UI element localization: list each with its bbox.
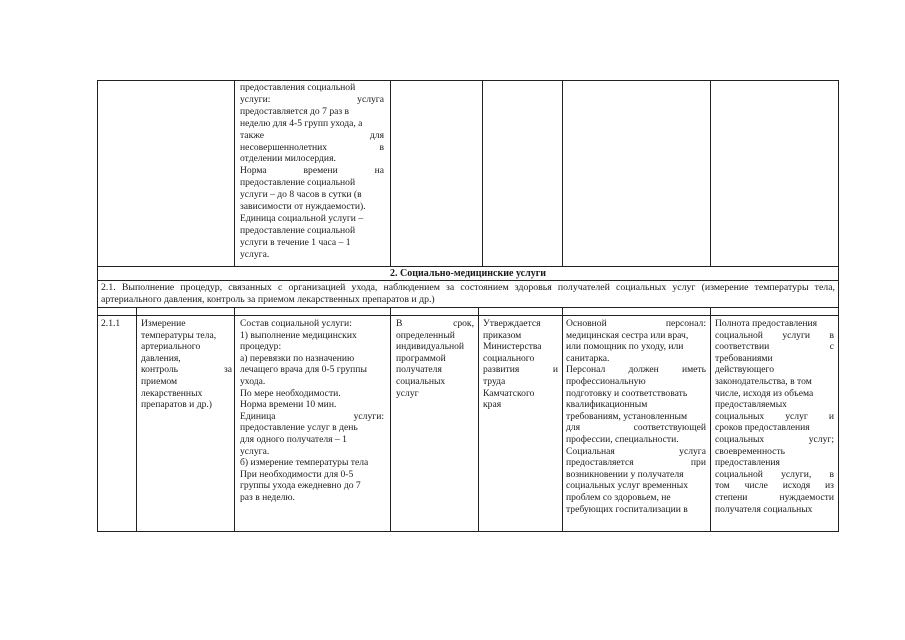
service-conditions: [566, 318, 706, 515]
col-border-2-bottom: [234, 307, 235, 532]
text-line: социальных услуг и: [715, 410, 834, 422]
col-border-5-top: [562, 80, 563, 266]
col-border-3-bottom: [390, 307, 391, 532]
text-line: услуги в течение 1 часа – 1: [240, 236, 351, 248]
col-border-6-top: [710, 80, 711, 266]
text-line: получателя социальных: [715, 503, 813, 515]
text-line: 1) выполнение медицинских: [240, 329, 357, 341]
text-line: социального: [483, 352, 535, 364]
text-line: действующего: [715, 364, 775, 376]
text-line: предоставление социальной: [240, 177, 356, 189]
table-border-bottom: [97, 531, 839, 532]
service-quality-indicators: [715, 318, 834, 515]
text-line: Утверждается: [483, 318, 541, 329]
text-line: Основной персонал:: [566, 318, 706, 329]
text-line: своевременность: [715, 445, 785, 457]
text-line: том числе исходя из: [715, 480, 834, 492]
text-line: определенный: [396, 329, 455, 341]
text-line: требованиям, установленным: [566, 410, 688, 422]
text-line: санитарка.: [566, 352, 610, 364]
text-line: проблем со здоровьем, не: [566, 491, 671, 503]
text-line: температуры тела,: [141, 329, 217, 341]
text-line: услуга.: [240, 445, 270, 457]
col-border-6-bottom: [710, 307, 711, 532]
text-line: Министерства: [483, 341, 542, 353]
text-line: числе, исходя из объема: [715, 387, 814, 399]
text-line: для соответствующей: [566, 422, 706, 434]
text-line: социальных услуг временных: [566, 480, 689, 492]
col-border-2-top: [234, 80, 235, 266]
text-line: степени нуждаемости: [715, 491, 834, 503]
text-line: медицинская сестра или врач,: [566, 329, 689, 341]
text-line: В срок,: [396, 318, 474, 329]
service-content: [240, 318, 384, 504]
row-number: 2.1.1: [101, 318, 121, 329]
text-line: законодательства, в том: [715, 375, 812, 387]
col-border-4-bottom: [478, 307, 479, 532]
text-line: социальной услуги в: [715, 329, 834, 341]
text-line: предоставляемых: [715, 399, 787, 411]
text-line: услуги – до 8 часов в сутки (в: [240, 189, 362, 201]
text-line: несовершеннолетних в: [240, 141, 384, 153]
text-line: предоставление социальной: [240, 224, 356, 236]
text-line: труда: [483, 375, 506, 387]
text-line: социальной услуги, в: [715, 468, 834, 480]
text-line: индивидуальной: [396, 341, 465, 353]
col-border-0: [97, 80, 98, 532]
text-line: квалификационным: [566, 399, 648, 411]
text-line: предоставление услуг в день: [240, 422, 358, 434]
text-line: давления,: [141, 352, 181, 364]
text-line: Состав социальной услуги:: [240, 318, 352, 329]
text-line: предоставляется при: [566, 457, 706, 469]
col-border-5-bottom: [562, 307, 563, 532]
service-tariff: [483, 318, 558, 411]
text-line: требующих госпитализации в: [566, 503, 688, 515]
text-line: Полнота предоставления: [715, 318, 818, 329]
col-border-3-top: [390, 80, 391, 266]
text-line: Норма времени на: [240, 165, 384, 177]
text-line: социальных: [396, 375, 446, 387]
data-row-top: [97, 315, 839, 316]
text-line: Единица услуги:: [240, 410, 384, 422]
text-line: б) измерение температуры тела: [240, 457, 369, 469]
col-border-1-bottom: [136, 307, 137, 532]
text-line: По мере необходимости.: [240, 387, 341, 399]
text-line: приказом: [483, 329, 522, 341]
text-line: или помощник по уходу, или: [566, 341, 684, 353]
col-border-7: [838, 80, 839, 532]
text-line: препаратов и др.): [141, 399, 212, 411]
text-line: контроль за: [141, 364, 232, 376]
col-border-4-top: [482, 80, 483, 266]
text-line: Норма времени 10 мин.: [240, 399, 337, 411]
text-line: группы ухода ежедневно до 7: [240, 480, 361, 492]
subsection-row-top: [97, 280, 839, 281]
text-line: лечащего врача для 0-5 группы: [240, 364, 367, 376]
section-title: 2. Социально-медицинские услуги: [390, 268, 546, 279]
text-line: зависимости от нуждаемости).: [240, 201, 366, 213]
top-row-service-standard-text: [240, 82, 384, 261]
subsection-title: 2.1. Выполнение процедур, связанных с организацией ухода, наблюдением за состоянием здоровья получателей социальных услуг (измерение температуры тела, артериального давления, контроль за приемом лекарственных препаратов и др.): [101, 282, 835, 305]
text-line: процедур:: [240, 341, 282, 353]
text-line: артериального: [141, 341, 201, 353]
text-line: получателя: [396, 364, 442, 376]
text-line: При необходимости для 0-5: [240, 468, 354, 480]
text-line: соответствии с: [715, 341, 834, 353]
text-line: отделении милосердия.: [240, 153, 336, 165]
text-line: ухода.: [240, 375, 266, 387]
text-line: края: [483, 399, 502, 411]
text-line: Измерение: [141, 318, 186, 329]
text-line: Персонал должен иметь: [566, 364, 706, 376]
text-line: услуг: [396, 387, 419, 399]
text-line: услуги: услуга: [240, 93, 384, 105]
text-line: раз в неделю.: [240, 491, 295, 503]
text-line: предоставляется до 7 раз в: [240, 105, 350, 117]
text-line: лекарственных: [141, 387, 203, 399]
text-line: а) перевязки по назначению: [240, 352, 355, 364]
text-line: приемом: [141, 375, 178, 387]
text-line: подготовку и соответствовать: [566, 387, 688, 399]
text-line: также для: [240, 129, 384, 141]
text-line: возникновении у получателя: [566, 468, 684, 480]
gap-row-top: [97, 307, 839, 308]
text-line: профессиональную: [566, 375, 646, 387]
text-line: услуга.: [240, 248, 270, 260]
table-border-top: [97, 80, 839, 81]
text-line: Социальная услуга: [566, 445, 706, 457]
text-line: требованиями: [715, 352, 773, 364]
text-line: неделю для 4-5 групп ухода, а: [240, 117, 363, 129]
section-row-top: [97, 266, 839, 267]
text-line: для одного получателя – 1: [240, 433, 347, 445]
text-line: Единица социальной услуги –: [240, 212, 364, 224]
service-term: [396, 318, 474, 399]
text-line: Камчатского: [483, 387, 535, 399]
text-line: социальных услуг;: [715, 433, 834, 445]
text-line: предоставления социальной: [240, 82, 356, 93]
service-name: [141, 318, 232, 411]
text-line: программой: [396, 352, 446, 364]
text-line: предоставления: [715, 457, 780, 469]
text-line: сроков предоставления: [715, 422, 810, 434]
text-line: развития и: [483, 364, 558, 376]
text-line: профессии, специальности.: [566, 433, 679, 445]
